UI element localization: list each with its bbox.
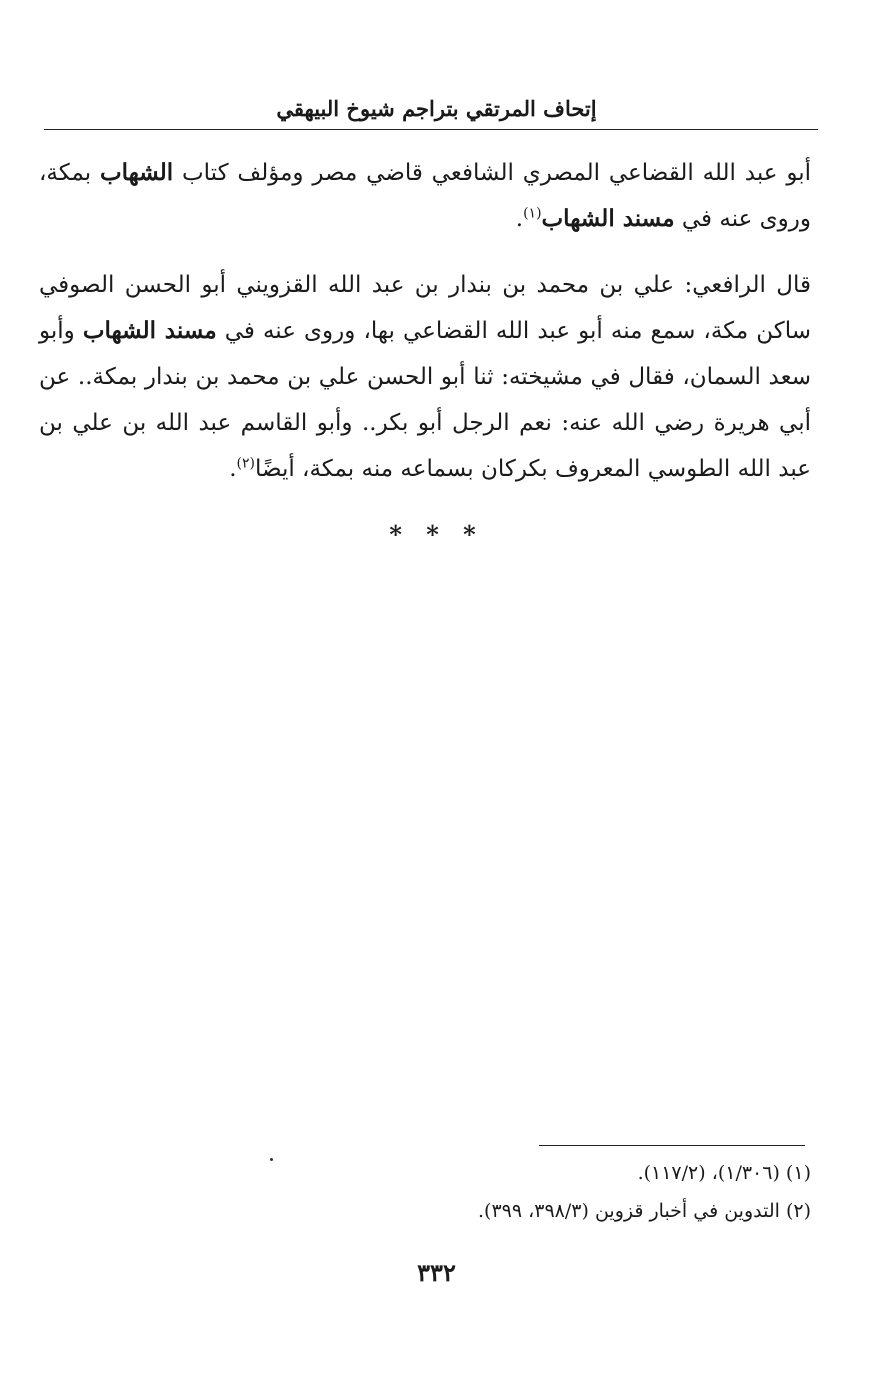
p2-text-3: . (229, 456, 237, 482)
p1-text-3: . (515, 206, 524, 232)
footnote-rule (539, 1145, 805, 1146)
footnotes (39, 1154, 811, 1230)
footnote-ref-2[interactable]: (٢) (236, 455, 255, 472)
footnote-1: (١) (١/٣٠٦)، (١١٧/٢). (637, 1162, 811, 1184)
p1-text-1: أبو عبد الله القضاعي المصري الشافعي قاضي مصر ومؤلف كتاب (173, 160, 811, 186)
p1-text-2: بمكة، وروى عنه في (39, 160, 811, 232)
footnote-2: (٢) التدوين في أخبار قزوين (٣٩٨/٣، ٣٩٩). (478, 1200, 811, 1222)
page-number: ٣٣٢ (417, 1258, 456, 1287)
footnote-ref-1[interactable]: (١) (523, 205, 542, 222)
p1-bold-shihab: الشهاب (100, 159, 174, 186)
p2-text-1: قال الرافعي: علي بن محمد بن بندار بن عبد الله القزويني أبو الحسن الصوفي ساكن مكة، سمع منه أبو عبد الله القضاعي بها، وروى عنه في (39, 272, 812, 344)
section-divider: * * * (389, 520, 484, 549)
p2-text-2: وأبو سعد السمان، فقال في مشيخته: ثنا أبو الحسن علي بن محمد بن بندار بمكة.. عن أبي هريرة رضي الله عنه: نعم الرجل أبو بكر.. وأبو القاسم عبد الله بن علي بن عبد الله الطوسي المعروف بكركان بسماعه منه بمكة، أيضًا (39, 318, 811, 482)
p1-bold-musnad: مسند الشهاب (541, 205, 675, 232)
header-rule (44, 129, 818, 130)
paragraph-2 (39, 262, 811, 492)
p2-bold-musnad: مسند الشهاب (82, 317, 217, 344)
paragraph-1 (39, 150, 811, 242)
running-title: إتحاف المرتقي بتراجم شيوخ البيهقي (276, 96, 597, 121)
